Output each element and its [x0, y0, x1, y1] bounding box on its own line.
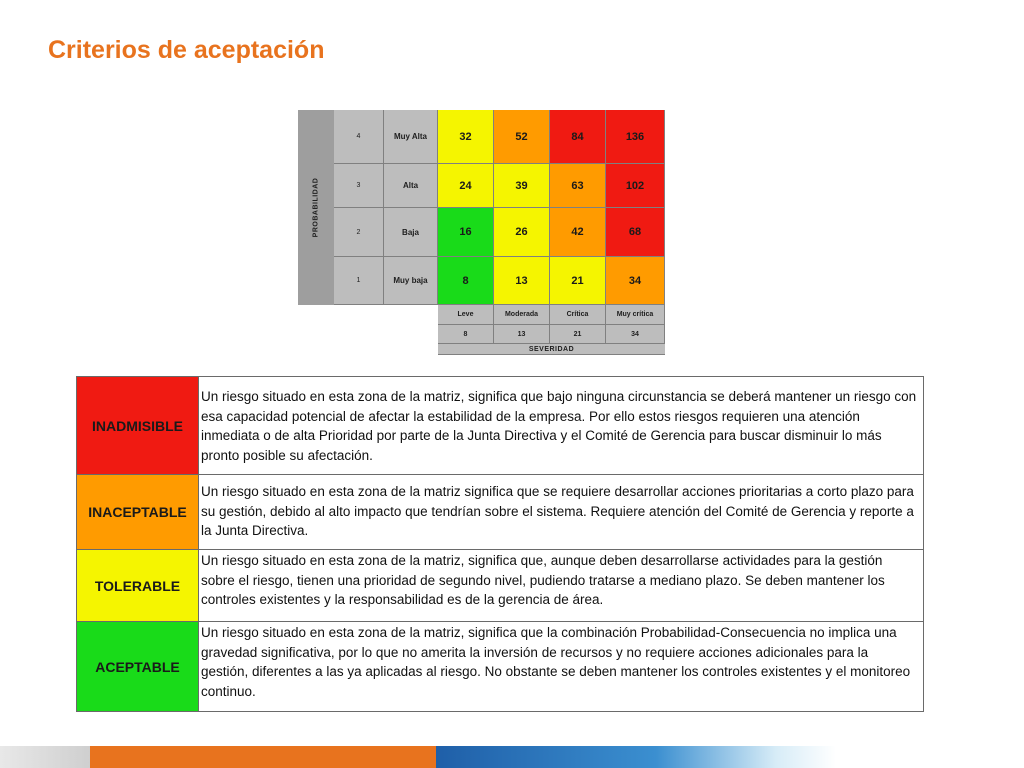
- footer-stripe-blue: [436, 746, 836, 768]
- risk-value-cell: 102: [606, 164, 665, 208]
- risk-matrix: [298, 110, 665, 355]
- risk-value-cell: 42: [550, 208, 606, 257]
- probability-number: 3: [334, 164, 384, 208]
- probability-level: Muy baja: [384, 257, 438, 305]
- matrix-row: [334, 110, 665, 164]
- severity-level: Muy crítica: [606, 305, 665, 325]
- severity-value: 21: [550, 325, 606, 344]
- matrix-row: [334, 208, 665, 257]
- footer-stripe-gray: [0, 746, 90, 768]
- severity-axis-label: SEVERIDAD: [438, 344, 665, 355]
- risk-value-cell: 34: [606, 257, 665, 305]
- criteria-label: TOLERABLE: [77, 550, 199, 621]
- risk-value-cell: 26: [494, 208, 550, 257]
- slide-title: Criterios de aceptación: [48, 36, 325, 64]
- criteria-label: ACEPTABLE: [77, 622, 199, 711]
- criteria-table: [76, 376, 924, 712]
- risk-value-cell: 16: [438, 208, 494, 257]
- criteria-description: Un riesgo situado en esta zona de la matriz, significa que bajo ninguna circunstancia se deberá mantener un riesgo con esa capacidad potencial de afectar la estabilidad de la empresa. Por ello estos riesgos requieren una atención inmediata o de alta Prioridad por parte de la Junta Directiva y el Comité de Gerencia para buscar disminuir lo más pronto posible su afectación.: [201, 389, 917, 463]
- severity-value: 34: [606, 325, 665, 344]
- criteria-row-tolerable: [77, 550, 923, 622]
- severity-levels-row: [438, 305, 665, 325]
- probability-level: Baja: [384, 208, 438, 257]
- risk-value-cell: 24: [438, 164, 494, 208]
- probability-number: 1: [334, 257, 384, 305]
- criteria-description: Un riesgo situado en esta zona de la matriz, significa que la combinación Probabilidad-Consecuencia no implica una gravedad significativa, por lo que no amerita la inversión de recursos y no requiere acciones adicionales para la gestión, diferentes a las ya aplicadas al riesgo. No obstante se deben mantener los controles existentes y el monitoreo continuo.: [201, 625, 911, 699]
- probability-level: Alta: [384, 164, 438, 208]
- risk-value-cell: 21: [550, 257, 606, 305]
- severity-value: 13: [494, 325, 550, 344]
- probability-axis-label: PROBABILIDAD: [312, 177, 320, 238]
- criteria-label: INACEPTABLE: [77, 475, 199, 549]
- criteria-label: INADMISIBLE: [77, 377, 199, 474]
- risk-value-cell: 8: [438, 257, 494, 305]
- risk-value-cell: 136: [606, 110, 665, 164]
- criteria-row-aceptable: [77, 622, 923, 711]
- risk-value-cell: 13: [494, 257, 550, 305]
- risk-value-cell: 68: [606, 208, 665, 257]
- probability-axis: [298, 110, 334, 305]
- probability-level: Muy Alta: [384, 110, 438, 164]
- risk-value-cell: 32: [438, 110, 494, 164]
- severity-values-row: [438, 325, 665, 344]
- criteria-row-inaceptable: [77, 475, 923, 550]
- probability-number: 2: [334, 208, 384, 257]
- severity-value: 8: [438, 325, 494, 344]
- risk-value-cell: 52: [494, 110, 550, 164]
- matrix-row: [334, 164, 665, 208]
- criteria-row-inadmisible: [77, 377, 923, 475]
- risk-value-cell: 39: [494, 164, 550, 208]
- criteria-description: Un riesgo situado en esta zona de la matriz, significa que, aunque deben desarrollarse actividades para la gestión sobre el riesgo, tienen una prioridad de segundo nivel, pudiendo tratarse a mediano plazo. Se deben mantener los controles existentes y la responsabilidad es de la gerencia de área.: [201, 553, 885, 607]
- severity-level: Moderada: [494, 305, 550, 325]
- criteria-description: Un riesgo situado en esta zona de la matriz significa que se requiere desarrollar acciones prioritarias a corto plazo para su gestión, debido al alto impacto que tendrían sobre el sistema. Requiere atención del Comité de Gerencia y reporte a la Junta Directiva.: [201, 484, 914, 538]
- severity-level: Leve: [438, 305, 494, 325]
- risk-value-cell: 63: [550, 164, 606, 208]
- severity-level: Crítica: [550, 305, 606, 325]
- probability-number: 4: [334, 110, 384, 164]
- footer-stripe-orange: [90, 746, 436, 768]
- matrix-row: [334, 257, 665, 305]
- risk-value-cell: 84: [550, 110, 606, 164]
